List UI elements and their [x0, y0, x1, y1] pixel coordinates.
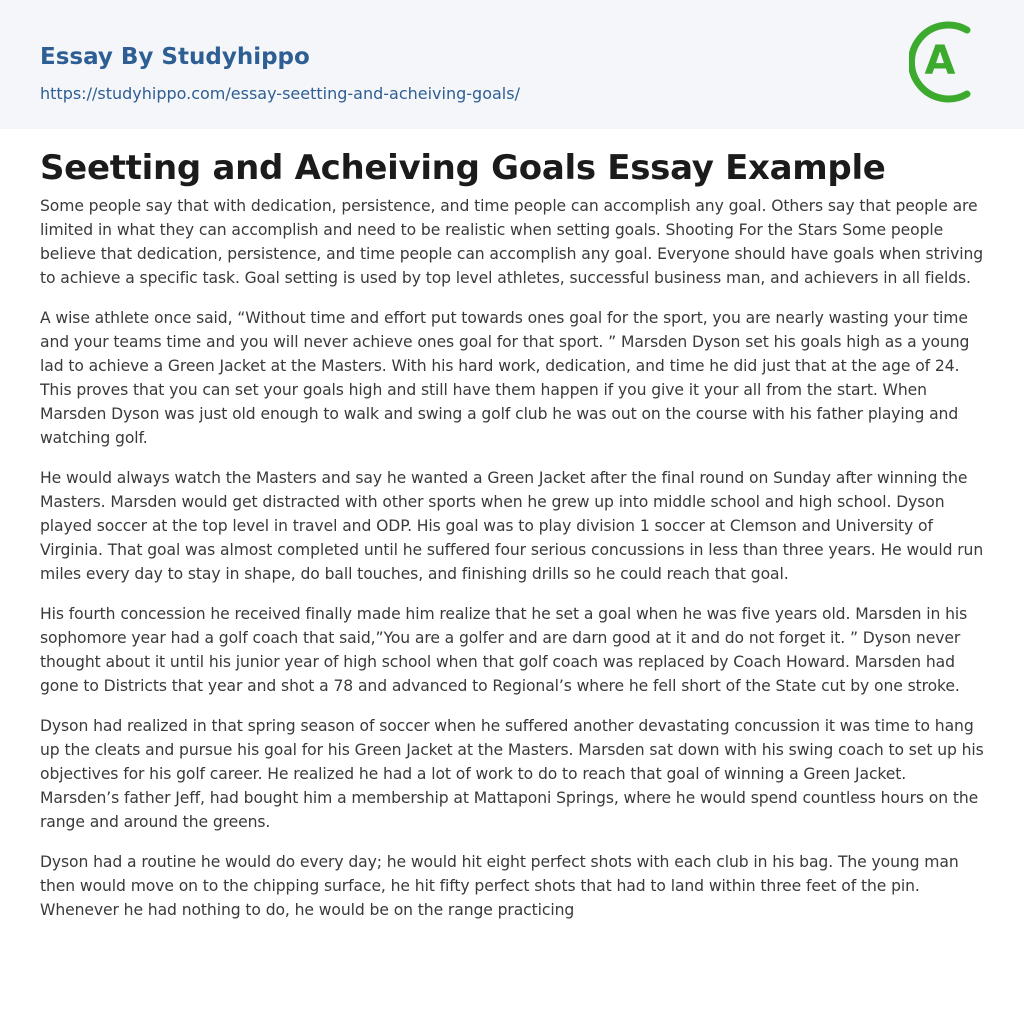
essay-paragraph: A wise athlete once said, “Without time and effort put towards ones goal for the sport, you are nearly wasting your time and your teams time and you will never achieve ones goal for that sport. ” Marsden Dyson set his goals high as a young lad to achieve a Green Jacket at the Masters. With his hard work, dedication, and time he did just that at the age of 24. This proves that you can set your goals high and still have them happen if you give it your all from the start. When Marsden Dyson was just old enough to walk and swing a golf club he was out on the course with his father playing and watching golf. [40, 309, 970, 447]
site-brand[interactable]: Essay By Studyhippo [40, 44, 310, 70]
essay-paragraph: His fourth concession he received finally made him realize that he set a goal when he was five years old. Marsden in his sophomore year had a golf coach that said,”You are a golfer and are darn good at it and do not forget it. ” Dyson never thought about it until his junior year of high school when that golf coach was replaced by Coach Howard. Marsden had gone to Districts that year and shot a 78 and advanced to Regional’s where he fell short of the State cut by one stroke. [40, 605, 968, 695]
page-url-link[interactable]: https://studyhippo.com/essay-seetting-and-acheiving-goals/ [40, 84, 520, 103]
logo-graphic [909, 18, 989, 106]
essay-paragraph: Dyson had a routine he would do every day; he would hit eight perfect shots with each club in his bag. The young man then would move on to the chipping surface, he hit fifty perfect shots that had to land within three feet of the pin. Whenever he had nothing to do, he would be on the range practicing [40, 853, 959, 919]
logo-letter: A [924, 38, 956, 84]
essay-paragraph: Some people say that with dedication, persistence, and time people can accomplish any goal. Others say that people are limited in what they can accomplish and need to be realistic when setting goals. Shooting For the Stars Some people believe that dedication, persistence, and time people can accomplish any goal. Everyone should have goals when striving to achieve a specific task. Goal setting is used by top level athletes, successful business man, and achievers in all fields. [40, 197, 984, 287]
site-header [0, 0, 1024, 129]
essay-body [40, 194, 988, 938]
essay-paragraph: Dyson had realized in that spring season of soccer when he suffered another devastating concussion it was time to hang up the cleats and pursue his goal for his Green Jacket at the Masters. Marsden sat down with his swing coach to set up his objectives for his golf career. He realized he had a lot of work to do to reach that goal of winning a Green Jacket. Marsden’s father Jeff, had bought him a membership at Mattaponi Springs, where he would spend countless hours on the range and around the greens. [40, 717, 984, 831]
essay-title: Seetting and Acheiving Goals Essay Example [40, 148, 886, 188]
essay-paragraph: He would always watch the Masters and say he wanted a Green Jacket after the final round on Sunday after winning the Masters. Marsden would get distracted with other sports when he grew up into middle school and high school. Dyson played soccer at the top level in travel and ODP. His goal was to play division 1 soccer at Clemson and University of Virginia. That goal was almost completed until he suffered four serious concussions in less than three years. He would run miles every day to stay in shape, do ball touches, and finishing drills so he could reach that goal. [40, 469, 984, 583]
studyhippo-logo-icon[interactable] [909, 18, 989, 106]
